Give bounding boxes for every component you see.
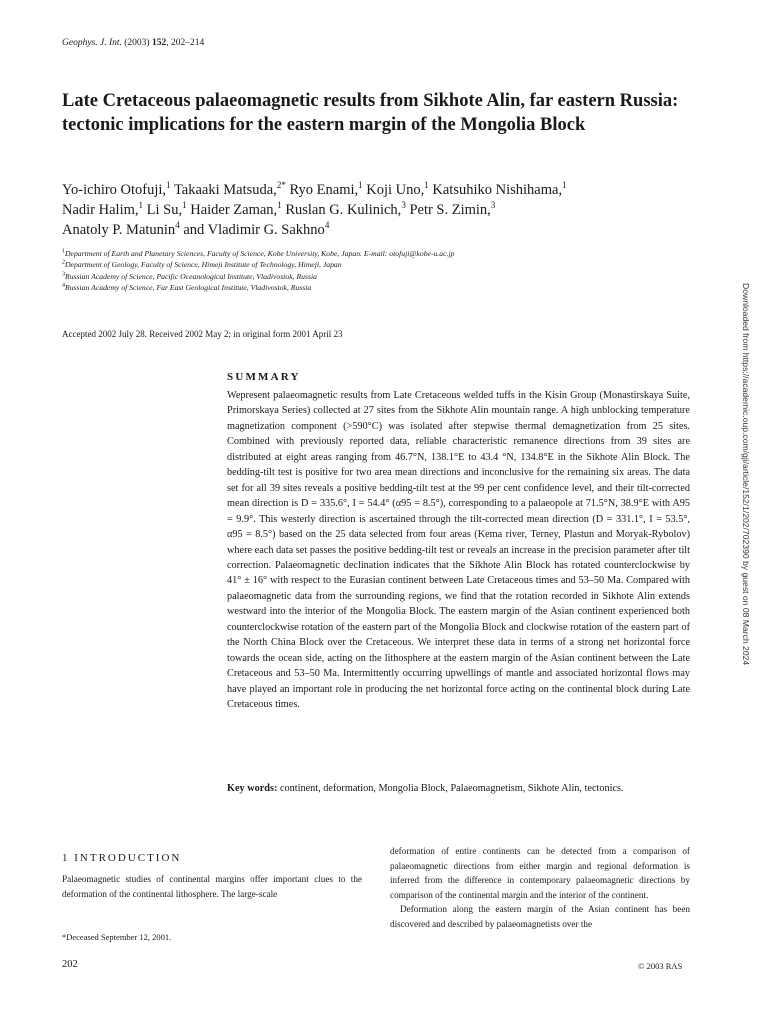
affiliation-number: 4 [62,282,65,289]
affiliation-text: Russian Academy of Science, Pacific Oceanological Institute, Vladivostok, Russia [65,271,317,281]
journal-reference [62,38,204,48]
summary-text: Wepresent palaeomagnetic results from Late Cretaceous welded tuffs in the Kisin Group (Monastirskaya Suite, Primorskaya Series) collected at 27 sites from the Sikhote Alin mountain range. A high unblocking temperature magnetization component (>590°C) was isolated after stepwise thermal demagnetization from 25 sites. Combined with previously reported data, reliable characteristic remanence directions from 39 sites are distributed at eight areas ranging from 46.7°N, 138.1°E to 43.4 °N, 134.8°E in the Sikhote Alin Block. The bedding-tilt test is positive for two area mean directions and inconclusive for the remaining six areas. The data set for all 39 sites reveals a positive bedding-tilt test at the 99 per cent confidence level, and their tilt-corrected mean direction is D = 335.6°, I = 54.4° (α95 = 8.5°), corresponding to a palaeopole at 71.5°N, 38.9°E with A95 = 9.9°. This westerly direction is ascertained through the tilt-corrected mean direction (D = 331.1°, I = 53.5°, α95 = 8.5°) based on the 25 data selected from four areas (Kema river, Terney, Plastun and Moryak-Rybolov) where each data set passes the positive bedding-tilt test or reveals an increase in the precision parameter after tilt correction. Palaeomagnetic declination indicates that the Sikhote Alin Block has rotated counterclockwise by 41° ± 16° with respect to the Eurasian continent between Late Cretaceous times and 53–50 Ma. Compared with palaeomagnetic data from the surrounding regions, we find that the rotation recorded in Sikhote Alin extends westward into the interior of the Mongolia Block. The eastern margin of the Asian continent experienced both counterclockwise rotation of the eastern part of the Mongolia Block and clockwise rotation of the eastern part of the North China Block over the Cretaceous. We interpret these data in terms of a strong net horizontal force towards the ocean side, acting on the lithosphere at the eastern margin of the Asian continent between the Late Cretaceous and 53–50 Ma. Intermittently occurring upwellings of mantle and associated horizontal flows may have played an important role in producing the net horizontal force acting on the continental block during Late Cretaceous times. [227,390,690,711]
affiliation [62,259,702,270]
article-title: Late Cretaceous palaeomagnetic results from Sikhote Alin, far eastern Russia: tectonic implications for the eastern margin of the Mongolia Block [62,91,679,135]
affiliation-number: 1 [62,248,65,255]
page-number: 202 [62,959,78,970]
author-name: Katsuhiko Nishihama, [432,182,563,198]
author-name: Haider Zaman, [190,202,278,218]
journal-volume: 152 [151,38,167,48]
author [190,202,281,218]
author-affiliation-mark: 1 [166,180,171,191]
author-name: Petr S. Zimin, [409,202,491,218]
author [289,182,362,198]
affiliation-text: Department of Earth and Planetary Sciences, Faculty of Science, Kobe University, Kobe, Japan. E-mail: otofuji@kobe-u.ac.jp [65,249,455,258]
author [147,202,187,218]
author [174,182,286,198]
author-name: and Vladimir G. Sakhno [183,222,325,238]
author-affiliation-mark: 4 [175,220,180,231]
download-watermark-text: Downloaded from https://academic.oup.com/gji/article/152/1/202/702390 by guest on 08 March 2024 [741,283,751,666]
download-watermark [741,283,753,743]
introduction-heading: 1 INTRODUCTION [62,852,182,864]
affiliation [62,271,702,282]
affiliation-list [62,248,702,293]
author-name: Yo-ichiro Otofuji, [62,182,167,198]
author-name: Nadir Halim, [62,202,139,218]
author-name: Ruslan G. Kulinich, [285,202,402,218]
journal-name: Geophys. J. Int. [62,38,122,48]
author [183,222,329,238]
footnote: *Deceased September 12, 2001. [62,932,172,942]
keywords-text: continent, deformation, Mongolia Block, Palaeomagnetism, Sikhote Alin, tectonics. [279,783,624,794]
right-column-text [390,844,690,931]
author-affiliation-mark: 1 [358,180,363,191]
author [62,222,180,238]
journal-year: (2003) [124,38,150,48]
author-name: Koji Uno, [366,182,425,198]
keywords-label: Key words: [227,783,278,794]
paragraph: deformation of entire continents can be detected from a comparison of palaeomagnetic directions from either margin and regional deformation is inferred from the difference in contemporary palaeomagnetic directions by comparison of the continental margin and the interior of the continent. [390,846,690,900]
author-affiliation-mark: 2* [276,180,286,191]
copyright: © 2003 RAS [638,961,683,971]
affiliation [62,282,702,293]
author [366,182,429,198]
affiliation-number: 2 [62,259,65,266]
received-dates: Accepted 2002 July 28. Received 2002 May 2; in original form 2001 April 23 [62,329,343,339]
summary-heading: SUMMARY [227,371,301,383]
author-affiliation-mark: 1 [277,200,282,211]
journal-pages: , 202–214 [166,38,205,48]
author-affiliation-mark: 3 [490,200,496,211]
author [285,202,406,218]
author-affiliation-mark: 1 [182,200,187,211]
author-name: Ryo Enami, [289,182,359,198]
author-affiliation-mark: 4 [324,220,330,231]
author-name: Takaaki Matsuda, [173,182,277,198]
introduction-text: Palaeomagnetic studies of continental margins offer important clues to the deformation of the continental lithosphere. The large-scale [62,874,362,899]
affiliation [62,248,702,259]
author [62,182,171,198]
keywords [227,781,690,796]
affiliation-text: Department of Geology, Faculty of Science, Himeji Institute of Technology, Himeji, Japan [65,260,342,270]
author-list [62,180,702,240]
paragraph: Deformation along the eastern margin of the Asian continent has been discovered and described by palaeomagnetists over the [390,904,690,929]
author [432,182,566,198]
author-name: Li Su, [146,202,183,218]
affiliation-number: 3 [62,271,65,278]
author-affiliation-mark: 1 [138,200,144,211]
author-name: Anatoly P. Matunin [62,222,176,238]
author [409,202,495,218]
author-affiliation-mark: 1 [424,180,429,191]
author-affiliation-mark: 3 [401,200,406,211]
author-affiliation-mark: 1 [562,180,567,191]
affiliation-text: Russian Academy of Science, Far East Geological Institute, Vladivostok, Russia [65,282,312,292]
author [62,202,143,218]
